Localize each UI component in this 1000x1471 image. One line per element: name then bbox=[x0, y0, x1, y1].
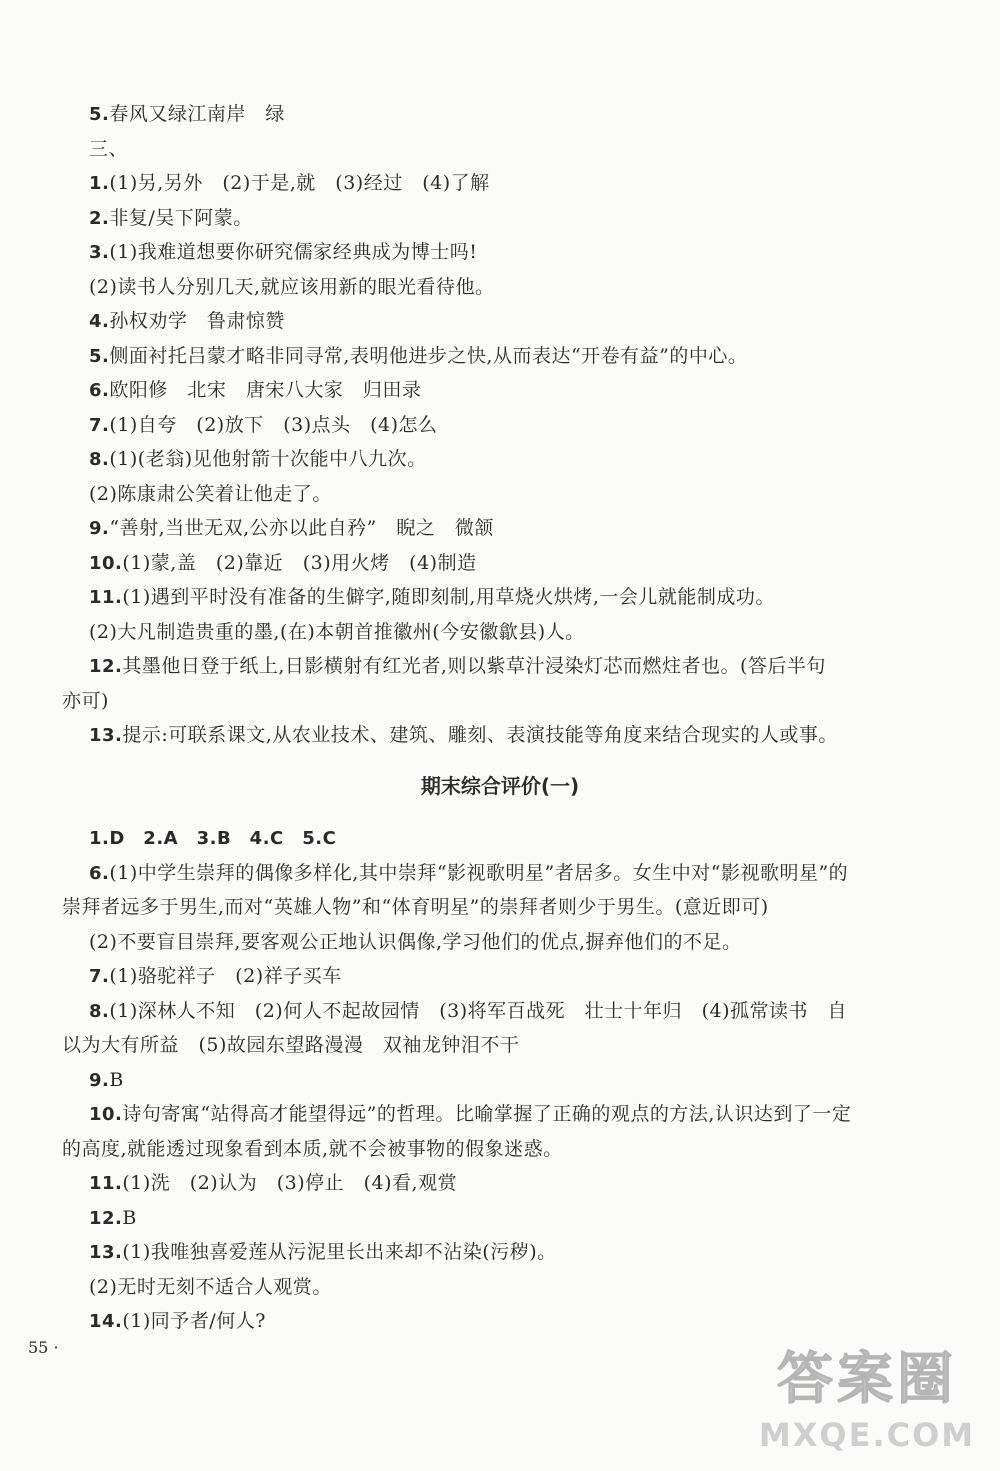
page-number: 55 · bbox=[28, 1338, 59, 1357]
answer-line: 6.欧阳修 北宋 唐宋八大家 归田录 bbox=[89, 379, 422, 401]
answer-line: 以为大有所益 (5)故园东望路漫漫 双袖龙钟泪不干 bbox=[62, 1034, 520, 1056]
answer-line: 亦可) bbox=[62, 690, 109, 712]
answer-line: 崇拜者远多于男生,而对“英雄人物”和“体育明星”的崇拜者则少于男生。(意近即可) bbox=[62, 896, 769, 918]
answer-line: 9.“善射,当世无双,公亦以此自矜” 睨之 微颔 bbox=[89, 517, 494, 539]
answer-line: 4.孙权劝学 鲁肃惊赞 bbox=[89, 310, 285, 332]
answer-line: 2.非复/吴下阿蒙。 bbox=[89, 207, 253, 229]
answer-line: 13.(1)我唯独喜爱莲从污泥里长出来却不沾染(污秽)。 bbox=[89, 1241, 557, 1263]
answer-line: 10.(1)蒙,盖 (2)靠近 (3)用火烤 (4)制造 bbox=[89, 552, 477, 574]
answer-line: (2)读书人分别几天,就应该用新的眼光看待他。 bbox=[89, 276, 495, 298]
answer-line: 7.(1)自夸 (2)放下 (3)点头 (4)怎么 bbox=[89, 414, 438, 436]
answer-line: 的高度,就能透过现象看到本质,就不会被事物的假象迷惑。 bbox=[62, 1138, 563, 1160]
answer-line: 8.(1)深林人不知 (2)何人不起故园情 (3)将军百战死 壮士十年归 (4)孤常读书 自 bbox=[89, 1000, 848, 1022]
answer-line: 5.侧面衬托吕蒙才略非同寻常,表明他进步之快,从而表达“开卷有益”的中心。 bbox=[89, 345, 748, 367]
answer-line: 14.(1)同予者/何人? bbox=[89, 1310, 266, 1332]
answer-line: 3.(1)我难道想要你研究儒家经典成为博士吗! bbox=[89, 241, 478, 263]
answer-line: 9.B bbox=[89, 1069, 124, 1091]
answer-line: 7.(1)骆驼祥子 (2)祥子买车 bbox=[89, 965, 342, 987]
answer-line: (2)陈康肃公笑着让他走了。 bbox=[89, 483, 332, 505]
answer-line: 5.春风又绿江南岸 绿 bbox=[89, 103, 285, 125]
answer-line: 12.B bbox=[89, 1207, 137, 1229]
watermark-url: MXQE.COM bbox=[758, 1416, 976, 1454]
answer-line: (2)不要盲目崇拜,要客观公正地认识偶像,学习他们的优点,摒弃他们的不足。 bbox=[89, 931, 742, 953]
watermark-logo bbox=[742, 1345, 992, 1465]
answer-line: 12.其墨他日登于纸上,日影横射有红光者,则以紫草汁浸染灯芯而燃炷者也。(答后半句 bbox=[89, 655, 826, 677]
answer-line: 11.(1)洗 (2)认为 (3)停止 (4)看,观赏 bbox=[89, 1172, 458, 1194]
answer-line: 1.D 2.A 3.B 4.C 5.C bbox=[89, 828, 337, 849]
answer-line: 1.(1)另,另外 (2)于是,就 (3)经过 (4)了解 bbox=[89, 172, 490, 194]
answer-line: 6.(1)中学生崇拜的偶像多样化,其中崇拜“影视歌明星”者居多。女生中对“影视歌明星”的 bbox=[89, 862, 849, 884]
answer-line: (2)大凡制造贵重的墨,(在)本朝首推徽州(今安徽歙县)人。 bbox=[89, 621, 585, 643]
answer-line: 13.提示:可联系课文,从农业技术、建筑、雕刻、表演技能等角度来结合现实的人或事。 bbox=[89, 724, 838, 746]
watermark-text: 答案圈 bbox=[777, 1347, 957, 1412]
answer-line: (2)无时无刻不适合人观赏。 bbox=[89, 1276, 332, 1298]
answer-line: 8.(1)(老翁)见他射箭十次能中八九次。 bbox=[89, 448, 427, 470]
answer-line: 11.(1)遇到平时没有准备的生僻字,随即刻制,用草烧火烘烤,一会儿就能制成功。 bbox=[89, 586, 775, 608]
section-title: 期末综合评价(一) bbox=[420, 774, 580, 798]
section-label: 三、 bbox=[89, 138, 129, 160]
answer-line: 10.诗句寄寓“站得高才能望得远”的哲理。比喻掌握了正确的观点的方法,认识达到了一定 bbox=[89, 1103, 852, 1125]
